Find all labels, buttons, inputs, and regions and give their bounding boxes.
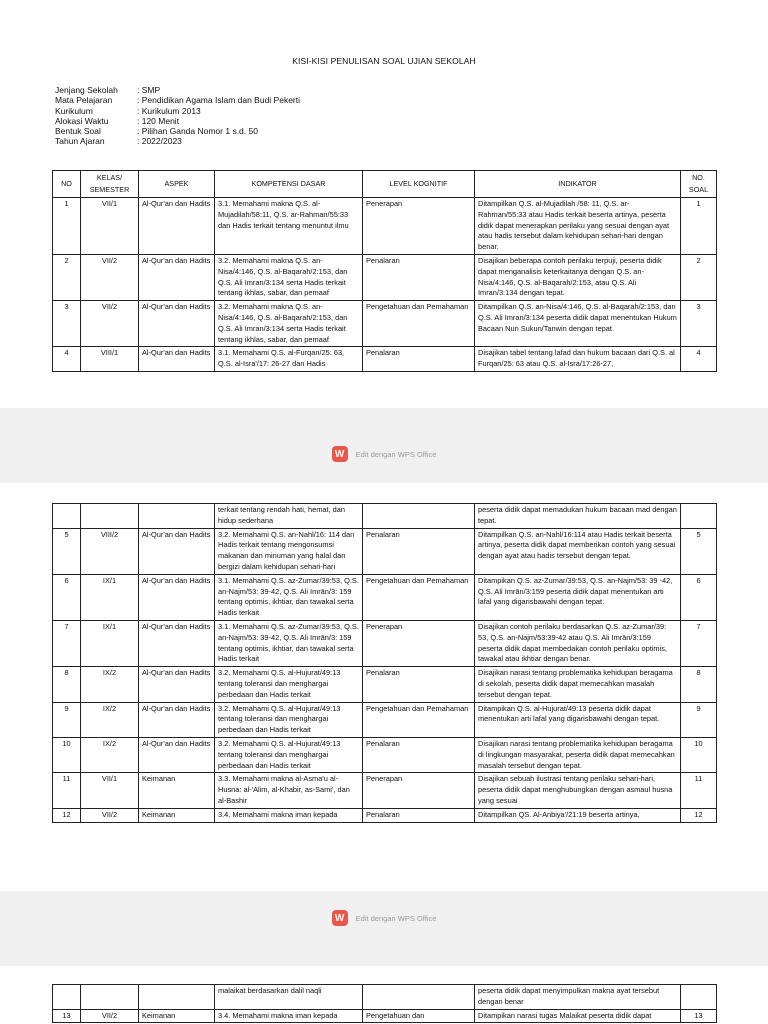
cell-aspek: Al-Qur'an dan Hadits xyxy=(139,528,215,574)
kisi-kisi-table xyxy=(52,170,717,372)
cell-kelas xyxy=(81,985,139,1010)
cell-no: 3 xyxy=(53,301,81,347)
cell-no-soal xyxy=(681,504,717,529)
table-row xyxy=(53,702,717,737)
cell-level-kognitif: Penerapan xyxy=(363,620,475,666)
wps-logo-icon: W xyxy=(332,910,348,926)
cell-aspek: Keimanan xyxy=(139,1009,215,1023)
meta-label: Jenjang Sekolah xyxy=(55,85,118,95)
cell-kelas: IX/1 xyxy=(81,574,139,620)
cell-aspek: Keimanan xyxy=(139,808,215,822)
cell-no-soal xyxy=(681,985,717,1010)
cell-kelas: VIII/1 xyxy=(81,347,139,372)
cell-aspek: Al-Qur'an dan Hadits xyxy=(139,667,215,702)
cell-no-soal: 10 xyxy=(681,737,717,772)
cell-indikator: peserta didik dapat menyimpulkan makna ayat tersebut dengan benar xyxy=(475,985,681,1010)
cell-level-kognitif: Penalaran xyxy=(363,737,475,772)
table-row xyxy=(53,1009,717,1023)
cell-indikator: Disajikan tabel tentang lafad dan hukum bacaan dari Q.S. al Furqan/25: 63 atau Q.S. al-Isra/17:26-27, xyxy=(475,347,681,372)
table-row xyxy=(53,301,717,347)
table-row xyxy=(53,347,717,372)
cell-kompetensi-dasar: 3.4. Memahami makna iman kepada xyxy=(215,808,363,822)
cell-level-kognitif: Penalaran xyxy=(363,528,475,574)
cell-indikator: Disajikan beberapa contoh perilaku terpuji, peserta didik dapat menganalisis keterkaitanya dengan Q.S. an-Nisa/4:146, Q.S. al-Baqarah/2:153, atau Q.S. Ali Imran/3:134 dengan tepat. xyxy=(475,254,681,300)
table-row xyxy=(53,504,717,529)
meta-label: Bentuk Soal xyxy=(55,126,101,137)
document-page-3 xyxy=(0,966,768,1024)
meta-label: Mata Pelajaran xyxy=(55,95,113,106)
meta-row xyxy=(55,106,300,116)
cell-kelas: VII/2 xyxy=(81,1009,139,1023)
watermark-text: Edit dengan WPS Office xyxy=(355,913,437,923)
cell-no: 9 xyxy=(53,702,81,737)
cell-no-soal: 6 xyxy=(681,574,717,620)
cell-kompetensi-dasar: 3.2. Memahami Q.S. al-Hujurat/49:13 tentang toleransi dan menghargai perbedaan dan Hadis terkait xyxy=(215,737,363,772)
cell-no: 7 xyxy=(53,620,81,666)
cell-indikator: Ditampilkan Q.S. an-Nahl/16:114 atau Hadis terkait beserta artinya, peserta didik dapat memberikan contoh yang sesuai dengan ayat atau hadis tersebut dengan tepat. xyxy=(475,528,681,574)
cell-no: 11 xyxy=(53,773,81,808)
cell-no: 13 xyxy=(53,1009,81,1023)
kisi-kisi-table xyxy=(52,503,717,823)
cell-level-kognitif: Penalaran xyxy=(363,667,475,702)
table-row xyxy=(53,574,717,620)
table-row xyxy=(53,667,717,702)
kisi-kisi-table xyxy=(52,984,717,1023)
wps-logo-icon: W xyxy=(332,446,348,462)
cell-level-kognitif: Pengetahuan dan Pemahaman xyxy=(363,574,475,620)
cell-aspek: Al-Qur'an dan Hadits xyxy=(139,347,215,372)
cell-no-soal: 3 xyxy=(681,301,717,347)
cell-kompetensi-dasar: 3.2. Memahami makna Q.S. an-Nisa/4:146, Q.S. al-Baqarah/2:153, dan Q.S. Ali Imran/3:134 serta Hadis terkait tentang ikhlas, sabar, dan pemaaf xyxy=(215,301,363,347)
document-title: KISI-KISI PENULISAN SOAL UJIAN SEKOLAH xyxy=(292,56,476,66)
cell-level-kognitif: Penalaran xyxy=(363,254,475,300)
cell-no-soal: 7 xyxy=(681,620,717,666)
cell-aspek xyxy=(139,504,215,529)
header-indikator: INDIKATOR xyxy=(475,171,681,198)
cell-no-soal: 2 xyxy=(681,254,717,300)
cell-aspek xyxy=(139,985,215,1010)
header-kelas: KELAS/ SEMESTER xyxy=(81,171,139,198)
cell-level-kognitif xyxy=(363,504,475,529)
cell-aspek: Al-Qur'an dan Hadits xyxy=(139,254,215,300)
cell-level-kognitif: Pengetahuan dan xyxy=(363,1009,475,1023)
document-meta xyxy=(55,85,300,147)
cell-aspek: Al-Qur'an dan Hadits xyxy=(139,620,215,666)
cell-kelas: VIII/2 xyxy=(81,528,139,574)
cell-no-soal: 9 xyxy=(681,702,717,737)
meta-value: : 2022/2023 xyxy=(137,136,182,147)
cell-indikator: Disajikan contoh perilaku berdasarkan Q.S. az-Zumar/39: 53, Q.S. an-Najm/53:39-42 atau Q.S. Ali Imrān/3:159 peserta didik dapat membedakan contoh perilaku optimis, tawakal atau ikhtiar dengan benar. xyxy=(475,620,681,666)
header-no: NO xyxy=(53,171,81,198)
cell-no: 8 xyxy=(53,667,81,702)
cell-kelas: VII/2 xyxy=(81,808,139,822)
cell-kompetensi-dasar: 3.2. Memahami Q.S. al-Hujurat/49:13 tentang toleransi dan menghargai perbedaan dan Hadis terkait xyxy=(215,667,363,702)
cell-kelas: VII/1 xyxy=(81,773,139,808)
table-row xyxy=(53,620,717,666)
cell-no-soal: 4 xyxy=(681,347,717,372)
cell-aspek: Al-Qur'an dan Hadits xyxy=(139,574,215,620)
cell-kelas: IX/1 xyxy=(81,620,139,666)
cell-kompetensi-dasar: 3.2. Memahami Q.S. al-Hujurat/49:13 tentang toleransi dan menghargai perbedaan dan Hadis terkait xyxy=(215,702,363,737)
meta-row xyxy=(55,116,300,126)
cell-kelas: VII/2 xyxy=(81,254,139,300)
cell-indikator: Ditampikan narasi tugas Malaikat peserta didik dapat xyxy=(475,1009,681,1023)
cell-aspek: Al-Qur'an dan Hadits xyxy=(139,737,215,772)
cell-level-kognitif xyxy=(363,985,475,1010)
cell-no-soal: 5 xyxy=(681,528,717,574)
cell-indikator: Ditampilkan Q.S. al-Mujadilah /58: 11, Q.S. ar-Rahman/55:33 atau Hadis terkait beserta artinya, peserta didik dapat menerapkan perilaku yang sesuai dengan ayat atau hadis tersebut dalam kehidupan sehari-hari dengan benar. xyxy=(475,198,681,255)
cell-indikator: Ditampikan Q.S. al-Hujurat/49:13 peserta didik dapat menentukan arti lafal yang digarisbawahi dengan tepat. xyxy=(475,702,681,737)
cell-indikator: Ditampikan Q.S. az-Zumar/39:53, Q.S. an-Najm/53: 39 -42, Q.S. Ali Imrān/3:159 peserta didik dapat menentukan arti lafal yang digarisbawahi dengan tepat. xyxy=(475,574,681,620)
watermark xyxy=(0,910,768,926)
cell-indikator: Disajikan narasi tentang problematika kehidupan beragama di lingkungan masyarakat, peserta didik dapat memecahkan masalah tersebut dengan tepat. xyxy=(475,737,681,772)
cell-aspek: Al-Qur'an dan Hadits xyxy=(139,301,215,347)
cell-level-kognitif: Pengetahuan dan Pemahaman xyxy=(363,301,475,347)
cell-no-soal: 12 xyxy=(681,808,717,822)
cell-kompetensi-dasar: 3.3. Memahami makna al-Asma'u al-Husna: al-'Alim, al-Khabir, as-Sami', dan al-Bashir xyxy=(215,773,363,808)
cell-no: 6 xyxy=(53,574,81,620)
cell-level-kognitif: Pengetahuan dan Pemahaman xyxy=(363,702,475,737)
cell-no-soal: 8 xyxy=(681,667,717,702)
cell-no: 5 xyxy=(53,528,81,574)
table-header-row xyxy=(53,171,717,198)
document-page-1 xyxy=(0,0,768,408)
meta-value: : SMP xyxy=(137,85,161,95)
cell-aspek: Al-Qur'an dan Hadits xyxy=(139,702,215,737)
cell-kelas: VII/1 xyxy=(81,198,139,255)
cell-aspek: Keimanan xyxy=(139,773,215,808)
table-row xyxy=(53,985,717,1010)
cell-no: 2 xyxy=(53,254,81,300)
cell-kompetensi-dasar: 3.4. Memahami makna iman kepada xyxy=(215,1009,363,1023)
cell-no: 10 xyxy=(53,737,81,772)
cell-no xyxy=(53,985,81,1010)
cell-no-soal: 11 xyxy=(681,773,717,808)
cell-kelas: IX/2 xyxy=(81,702,139,737)
meta-row xyxy=(55,85,300,95)
cell-kompetensi-dasar: 3.2. Memahami makna Q.S. an-Nisa/4:146, Q.S. al-Baqarah/2:153, dan Q.S. Ali Imran/3:134 serta Hadis terkait tentang ikhlas, sabar, dan pemaaf xyxy=(215,254,363,300)
cell-indikator: Disajikan sebuah ilustrasi tentang perilaku sehari-hari, peserta didik dapat menghubungkan dengan asmaul husna yang sesuai xyxy=(475,773,681,808)
cell-level-kognitif: Penerapan xyxy=(363,773,475,808)
watermark xyxy=(0,446,768,462)
table-row xyxy=(53,198,717,255)
cell-indikator: Disajikan narasi tentang problematika kehidupan beragama di sekolah, peserta didik dapat memecahkan masalah tersebut dengan tepat. xyxy=(475,667,681,702)
table-row xyxy=(53,737,717,772)
cell-no: 1 xyxy=(53,198,81,255)
meta-row xyxy=(55,136,300,146)
cell-kompetensi-dasar: 3.1. Memahami Q.S. az-Zumar/39:53, Q.S. an-Najm/53: 39-42, Q.S. Ali Imrān/3: 159 tentang optimis, ikhtiar, dan tawakal serta Hadis terkait xyxy=(215,574,363,620)
cell-kompetensi-dasar: 3.1. Memahami Q.S. al-Furqan/25: 63, Q.S. al-Isra'/17: 26-27 dan Hadis xyxy=(215,347,363,372)
meta-label: Alokasi Waktu xyxy=(55,115,109,126)
cell-kompetensi-dasar: 3.1. Memahami makna Q.S. al-Mujadilah/58:11, Q.S. ar-Rahman/55:33 dan Hadis terkait tentang menuntut ilmu xyxy=(215,198,363,255)
document-page-2 xyxy=(0,483,768,891)
table-row xyxy=(53,773,717,808)
header-aspek: ASPEK xyxy=(139,171,215,198)
header-no-soal: NO. SOAL xyxy=(681,171,717,198)
cell-aspek: Al-Qur'an dan Hadits xyxy=(139,198,215,255)
header-kompetensi-dasar: KOMPETENSI DASAR xyxy=(215,171,363,198)
cell-no-soal: 13 xyxy=(681,1009,717,1023)
cell-level-kognitif: Penerapan xyxy=(363,198,475,255)
meta-label: Kurikulum xyxy=(55,105,93,116)
cell-kelas: VII/2 xyxy=(81,301,139,347)
watermark-text: Edit dengan WPS Office xyxy=(355,449,437,459)
cell-no: 12 xyxy=(53,808,81,822)
cell-level-kognitif: Penalaran xyxy=(363,347,475,372)
cell-kelas xyxy=(81,504,139,529)
table-row xyxy=(53,528,717,574)
meta-value: : Kurikulum 2013 xyxy=(137,105,201,116)
meta-row xyxy=(55,95,300,105)
cell-kompetensi-dasar: malaikat berdasarkan dalil naqli xyxy=(215,985,363,1010)
meta-value: : Pendidikan Agama Islam dan Budi Pekerti xyxy=(137,95,301,106)
meta-label: Tahun Ajaran xyxy=(55,136,105,147)
cell-kelas: IX/2 xyxy=(81,737,139,772)
cell-no-soal: 1 xyxy=(681,198,717,255)
cell-indikator: Ditampilkan Q.S. an-Nisa/4:146, Q.S. al-Baqarah/2:153, dan Q.S. Ali Imran/3:134 peserta didik dapat menentukan Hukum Bacaan Nun Sukun/Tanwin dengan tepat. xyxy=(475,301,681,347)
cell-kompetensi-dasar: terkait tentang rendah hati, hemat, dan hidup sederhana xyxy=(215,504,363,529)
cell-no: 4 xyxy=(53,347,81,372)
meta-row xyxy=(55,126,300,136)
cell-kompetensi-dasar: 3.1. Memahami Q.S. az-Zumar/39:53, Q.S. an-Najm/53: 39-42, Q.S. Ali Imrān/3: 159 tentang optimis, ikhtiar, dan tawakal serta Hadis terkait xyxy=(215,620,363,666)
cell-kompetensi-dasar: 3.2. Memahami Q.S. an-Nahl/16: 114 dan Hadis terkait tentang mengonsumsi makanan dan minuman yang halal dan bergizi dalam kehidupan sehari-hari xyxy=(215,528,363,574)
meta-value: : Pilihan Ganda Nomor 1 s.d. 50 xyxy=(137,126,258,137)
cell-indikator: peserta didik dapat memadukan hukum bacaan mad dengan tepat. xyxy=(475,504,681,529)
table-row xyxy=(53,254,717,300)
cell-kelas: IX/2 xyxy=(81,667,139,702)
meta-value: : 120 Menit xyxy=(137,115,180,126)
cell-indikator: Ditampilkan QS. Al-Anbiya'/21:19 beserta artinya, xyxy=(475,808,681,822)
cell-level-kognitif: Penalaran xyxy=(363,808,475,822)
cell-no xyxy=(53,504,81,529)
header-level-kognitif: LEVEL KOGNITIF xyxy=(363,171,475,198)
table-row xyxy=(53,808,717,822)
